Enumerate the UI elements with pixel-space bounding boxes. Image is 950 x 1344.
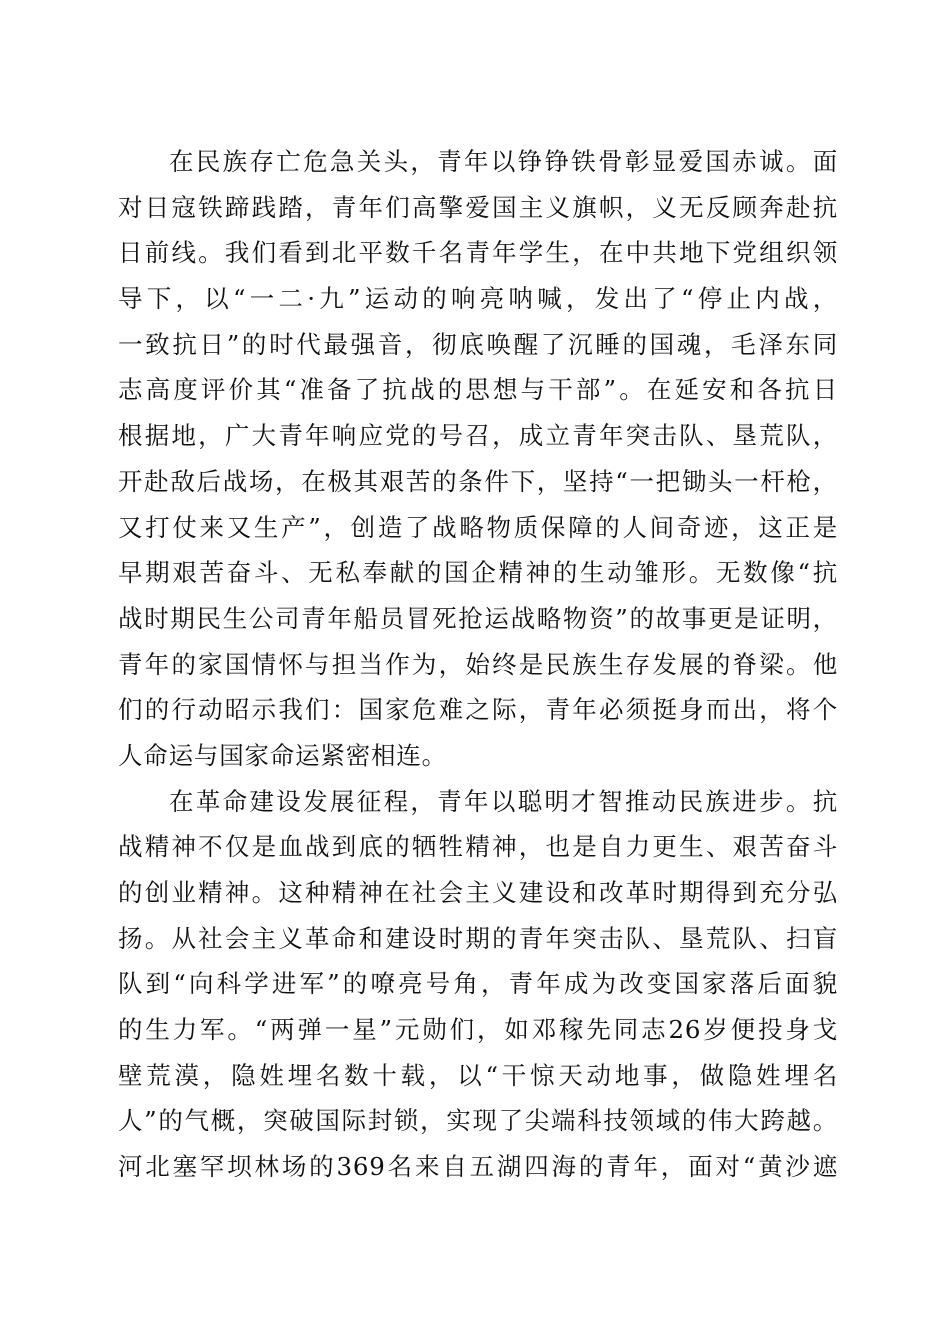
text-line: 在民族存亡危急关头，青年以铮铮铁骨彰显爱国赤诚。面	[169, 147, 838, 176]
text-line: 河北塞罕坝林场的369名来自五湖四海的青年，面对“黄沙遮	[118, 1152, 838, 1182]
body-text	[118, 139, 838, 1190]
text-line: 壁荒漠，隐姓埋名数十载，以“干惊天动地事，做隐姓埋名	[118, 1060, 838, 1090]
paragraph-2	[118, 779, 838, 1190]
text-line: 日前线。我们看到北平数千名青年学生，在中共地下党组织领	[118, 238, 838, 268]
text-line: 扬。从社会主义革命和建设时期的青年突击队、垦荒队、扫盲	[118, 923, 838, 953]
text-line: 人命运与国家命运紧密相连。	[118, 740, 447, 770]
text-line: 志高度评价其“准备了抗战的思想与干部”。在延安和各抗日	[118, 375, 838, 405]
text-line: 导下，以“一二·九”运动的响亮呐喊，发出了“停止内战，	[118, 284, 838, 314]
text-line: 的生力军。“两弹一星”元勋们，如邓稼先同志26岁便投身戈	[118, 1015, 838, 1045]
text-line: 根据地，广大青年响应党的号召，成立青年突击队、垦荒队，	[118, 421, 838, 451]
text-line: 对日寇铁蹄践踏，青年们高擎爱国主义旗帜，义无反顾奔赴抗	[118, 192, 838, 222]
text-line: 早期艰苦奋斗、无私奉献的国企精神的生动雏形。无数像“抗	[118, 558, 838, 588]
text-line: 开赴敌后战场，在极其艰苦的条件下，坚持“一把锄头一杆枪，	[118, 466, 838, 496]
text-line: 人”的气概，突破国际封锁，实现了尖端科技领域的伟大跨越。	[118, 1106, 838, 1136]
text-line: 们的行动昭示我们：国家危难之际，青年必须挺身而出，将个	[118, 695, 838, 725]
text-line: 青年的家国情怀与担当作为，始终是民族生存发展的脊梁。他	[118, 649, 838, 679]
text-line: 又打仗来又生产”，创造了战略物质保障的人间奇迹，这正是	[118, 512, 838, 542]
text-line: 的创业精神。这种精神在社会主义建设和改革时期得到充分弘	[118, 878, 838, 907]
text-line: 在革命建设发展征程，青年以聪明才智推动民族进步。抗	[169, 786, 838, 816]
text-line: 战精神不仅是血战到底的牺牲精神，也是自力更生、艰苦奋斗	[118, 832, 838, 862]
text-line: 一致抗日”的时代最强音，彻底唤醒了沉睡的国魂，毛泽东同	[118, 329, 838, 359]
text-line: 战时期民生公司青年船员冒死抢运战略物资”的故事更是证明，	[118, 603, 838, 633]
text-line: 队到“向科学进军”的嘹亮号角，青年成为改变国家落后面貌	[118, 969, 838, 999]
paragraph-1	[118, 139, 838, 779]
